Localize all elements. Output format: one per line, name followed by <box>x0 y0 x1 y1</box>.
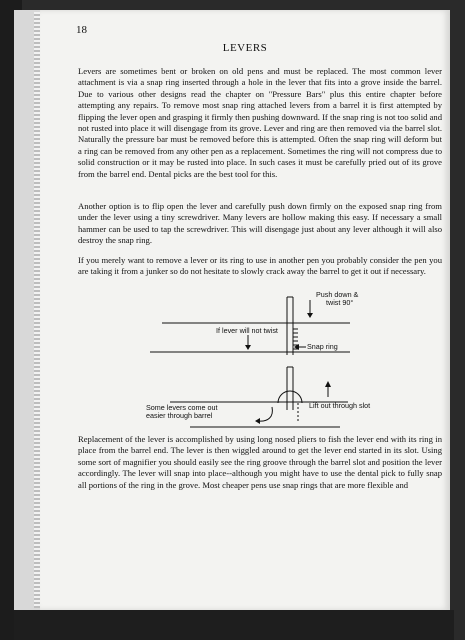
no-twist-label: If lever will not twist <box>216 326 278 335</box>
document-page <box>40 10 450 610</box>
lower-snap-ring-arc <box>278 391 302 403</box>
push-down-label-line2: twist 90° <box>326 298 354 308</box>
paragraph-lever-removal: Levers are sometimes bent or broken on old pens and must be replaced. The most common lever attachment is via a snap ring inserted through a hole in the lever that fits into a grove inside the barrel. Due to various other designs read the chapter on "Pressure Bars" plus this entire chapter before attempting any repairs. To remove most snap ring attached levers from a barrel it is first attempted by flipping the lever open and grasping it firmly then pushing downward. If the snap ring is not too solid and not rusted into place it will disengage from its grove. Lever and ring are then removed via the barrel slot. Naturally the pressure bar must be removed before this is attempted. Often the snap ring will deform but a ring can be removed from any other pen as a replacement. Sometimes the ring will not compress due to solid construction or it may be rusted into place. In such cases it must be carefully pried out of its grove from the barrel end. Dental picks are the best tool for this. <box>78 66 442 179</box>
lift-out-label: Lift out through slot <box>309 401 371 410</box>
page-number: 18 <box>76 24 87 36</box>
snap-ring-label: Snap ring <box>307 342 338 351</box>
paragraph-lever-replacement: Replacement of the lever is accomplished by using long nosed pliers to fish the lever end with its ring in place from the barrel end. The lever is then wiggled around to get the lever end started in its slot. Using some sort of magnifier you should easily see the ring groove through the barrel slot and position the lever accordingly. The lever will snap into place--although you might have to use the dental pick to fully snap all portions of the ring in the grove. Most cheaper pens use snap rings that are more flexible and <box>78 434 442 490</box>
lever-removal-diagram <box>140 285 370 435</box>
page-title: LEVERS <box>222 42 268 54</box>
through-barrel-label <box>146 404 218 421</box>
scan-bottom-border <box>14 610 454 640</box>
through-barrel-label-line1: Some levers come out <box>146 403 218 412</box>
through-barrel-label-line2: easier through barrel <box>146 411 213 421</box>
push-down-label-line1: Push down & <box>316 290 359 299</box>
paragraph-flip-lever-option: Another option is to flip open the lever and carefully push down firmly on the exposed snap ring from under the lever using a tiny screwdriver. Many levers are hollow making this easy. If necessary a small hammer can be used to tap the screwdriver. This will disengage just about any lever although it will also destroy the snap ring. <box>78 201 442 246</box>
barrel-curved-arrow <box>258 407 272 421</box>
paragraph-junker-pen: If you merely want to remove a lever or its ring to use in another pen you probably consider the pen you are taking it from a junker so do not hesitate to slowly crack away the barrel to get it out if necessary. <box>78 255 442 277</box>
push-down-label <box>316 291 358 308</box>
